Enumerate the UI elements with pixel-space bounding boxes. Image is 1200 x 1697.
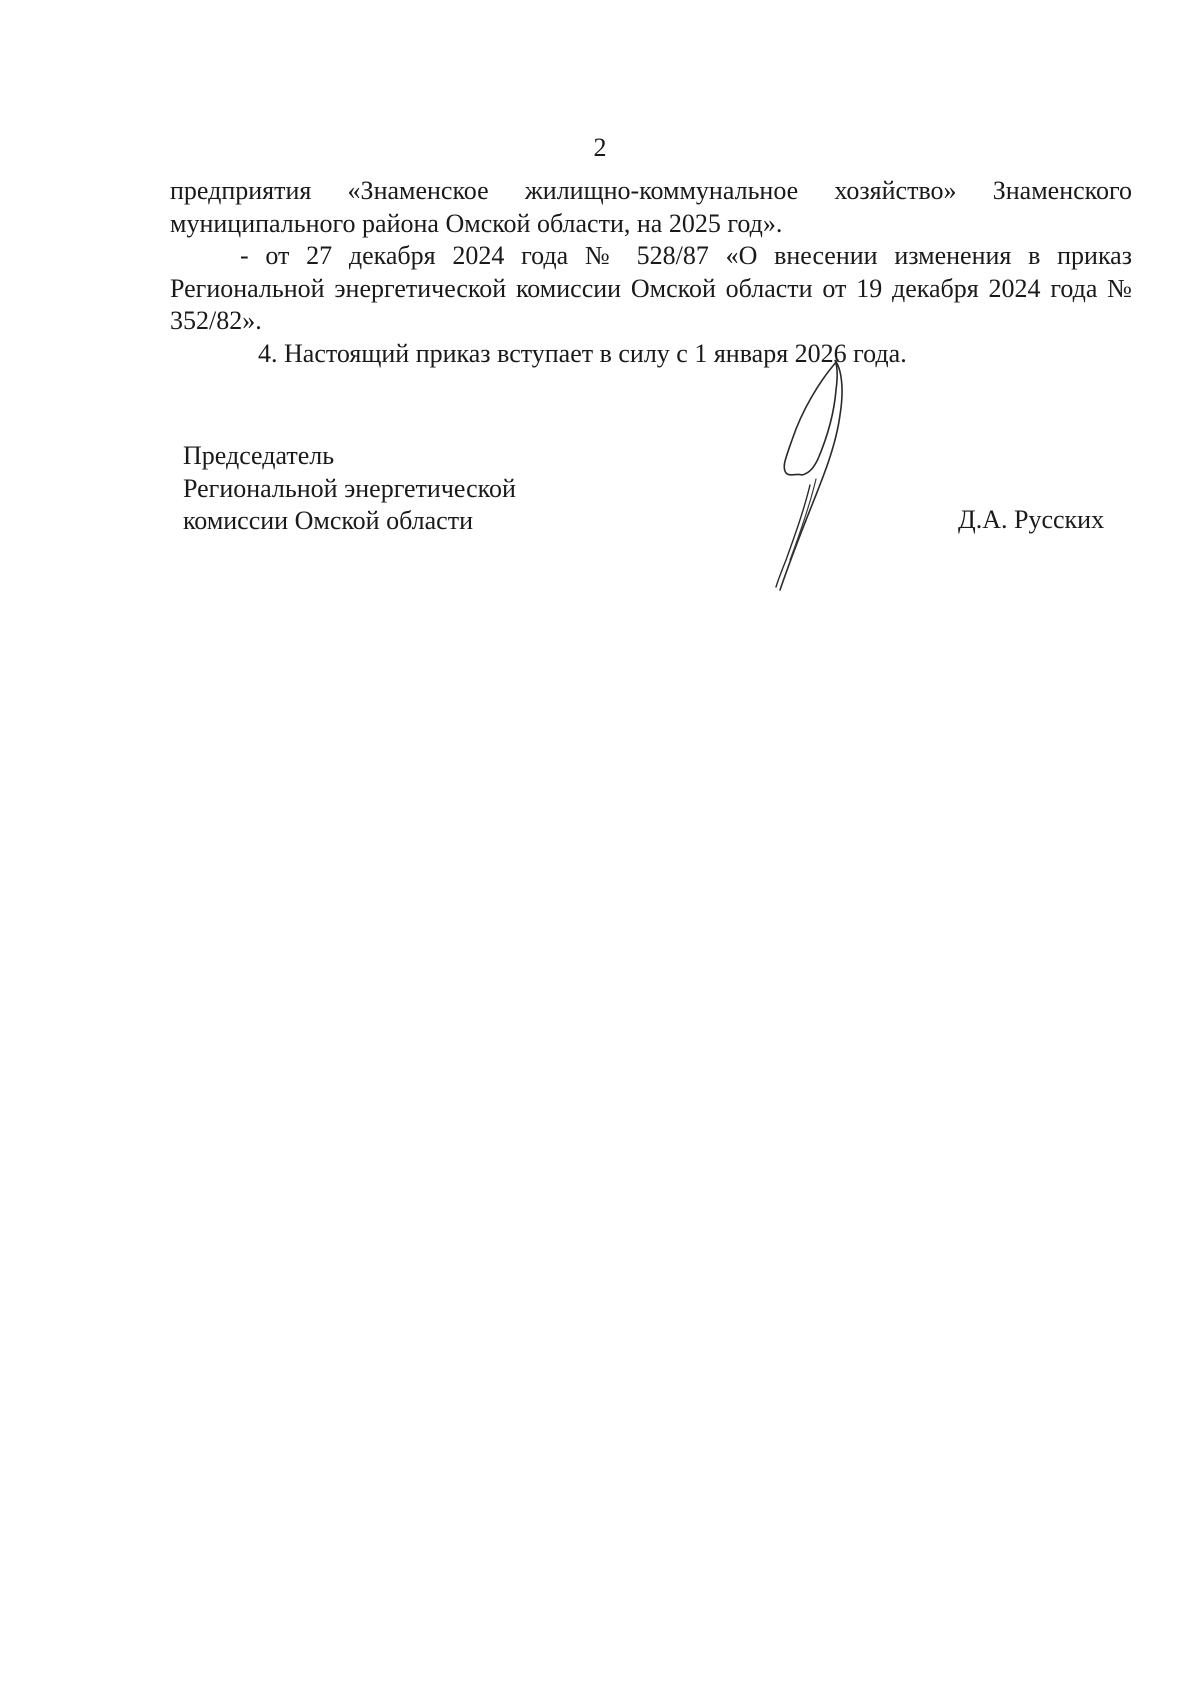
paragraph-effective-date: 4. Настоящий приказ вступает в силу с 1 января 2026 года. xyxy=(258,338,907,368)
paragraph-amendment-item: - от 27 декабря 2024 года № 528/87 «О внесении изменения в приказ Региональной энергетической комиссии Омской области от 19 декабря 2024 года № 352/82». xyxy=(170,241,1132,335)
signatory-title-line-1: Председатель xyxy=(183,441,335,470)
handwritten-signature xyxy=(740,355,910,605)
signatory-title-line-3: комиссии Омской области xyxy=(183,506,473,535)
page-number: 2 xyxy=(593,133,607,162)
paragraph-continuation: предприятия «Знаменское жилищно-коммунальное хозяйство» Знаменского муниципального района Омской области, на 2025 год». xyxy=(170,176,1132,238)
signatory-title-line-2: Региональной энергетической xyxy=(183,473,516,503)
signatory-title xyxy=(183,440,516,538)
document-body xyxy=(170,175,1132,370)
signatory-name: Д.А. Русских xyxy=(958,505,1105,534)
